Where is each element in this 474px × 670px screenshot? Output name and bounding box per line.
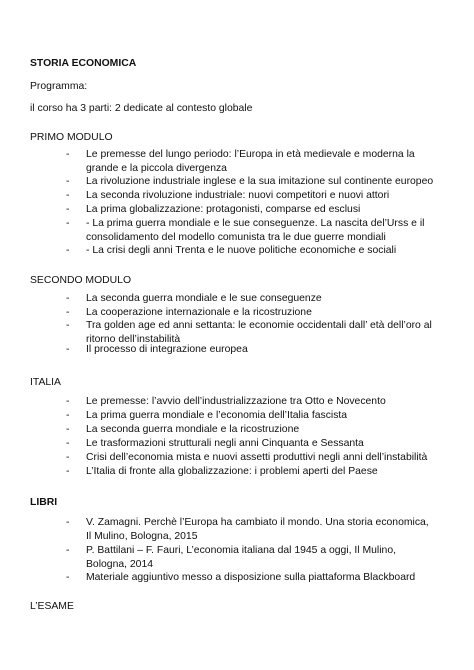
- bullet-dash: -: [66, 517, 70, 528]
- bullet-dash: -: [66, 344, 70, 355]
- document-title: STORIA ECONOMICA: [30, 58, 137, 69]
- bullet-dash: -: [66, 424, 70, 435]
- bullet-dash: -: [66, 396, 70, 407]
- list-item: Il processo di integrazione europea: [86, 344, 248, 355]
- list-item: La cooperazione internazionale e la ricostruzione: [86, 307, 312, 318]
- bullet-dash: -: [66, 176, 70, 187]
- list-item: La seconda guerra mondiale e le sue conseguenze: [86, 293, 322, 304]
- list-item: - La prima guerra mondiale e le sue conseguenze. La nascita del’Urss e il consolidamento del modello comunista tra le due guerre mondiali: [86, 218, 425, 243]
- list-item: L’Italia di fronte alla globalizzazione: i problemi aperti del Paese: [86, 466, 378, 477]
- list-item: P. Battilani – F. Fauri, L’economia italiana dal 1945 a oggi, Il Mulino, Bologna, 2014: [86, 545, 396, 570]
- bullet-dash: -: [66, 218, 70, 229]
- list-item: La prima globalizzazione: protagonisti, comparse ed esclusi: [86, 204, 361, 215]
- bullet-dash: -: [66, 149, 70, 160]
- bullet-dash: -: [66, 572, 70, 583]
- bullet-dash: -: [66, 293, 70, 304]
- bullet-dash: -: [66, 438, 70, 449]
- list-item: La rivoluzione industriale inglese e la sua imitazione sul continente europeo: [86, 176, 434, 187]
- bullet-dash: -: [66, 307, 70, 318]
- section-heading-libri: LIBRI: [30, 497, 58, 508]
- course-intro: il corso ha 3 parti: 2 dedicate al contesto globale: [30, 103, 253, 114]
- bullet-dash: -: [66, 245, 70, 256]
- list-item: Le premesse del lungo periodo: l’Europa in età medievale e moderna la grande e la piccola divergenza: [86, 149, 415, 174]
- bullet-dash: -: [66, 190, 70, 201]
- bullet-dash: -: [66, 410, 70, 421]
- list-item: Le premesse: l’avvio dell’industrializzazione tra Otto e Novecento: [86, 396, 386, 407]
- section-heading-esame: L’ESAME: [30, 601, 74, 612]
- list-item: - La crisi degli anni Trenta e le nuove politiche economiche e sociali: [86, 245, 397, 256]
- list-item: Materiale aggiuntivo messo a disposizione sulla piattaforma Blackboard: [86, 572, 416, 583]
- list-item: V. Zamagni. Perchè l’Europa ha cambiato il mondo. Una storia economica, Il Mulino, Bologna, 2015: [86, 517, 429, 542]
- bullet-dash: -: [66, 320, 70, 331]
- list-item: Tra golden age ed anni settanta: le economie occidentali dall’ età dell’oro al ritorno dell’instabilità: [86, 320, 432, 345]
- section-heading-secondo-modulo: SECONDO MODULO: [30, 275, 132, 286]
- section-heading-italia: ITALIA: [30, 377, 61, 388]
- list-item: Le trasformazioni strutturali negli anni Cinquanta e Sessanta: [86, 438, 364, 449]
- bullet-dash: -: [66, 452, 70, 463]
- list-item: La seconda guerra mondiale e la ricostruzione: [86, 424, 300, 435]
- bullet-dash: -: [66, 545, 70, 556]
- list-item: La prima guerra mondiale e l’economia dell’Italia fascista: [86, 410, 348, 421]
- bullet-dash: -: [66, 204, 70, 215]
- bullet-dash: -: [66, 466, 70, 477]
- section-heading-primo-modulo: PRIMO MODULO: [30, 132, 113, 143]
- list-item: La seconda rivoluzione industriale: nuovi competitori e nuovi attori: [86, 190, 390, 201]
- program-label: Programma:: [30, 81, 88, 92]
- list-item: Crisi dell’economia mista e nuovi assetti produttivi negli anni dell’instabilità: [86, 452, 428, 463]
